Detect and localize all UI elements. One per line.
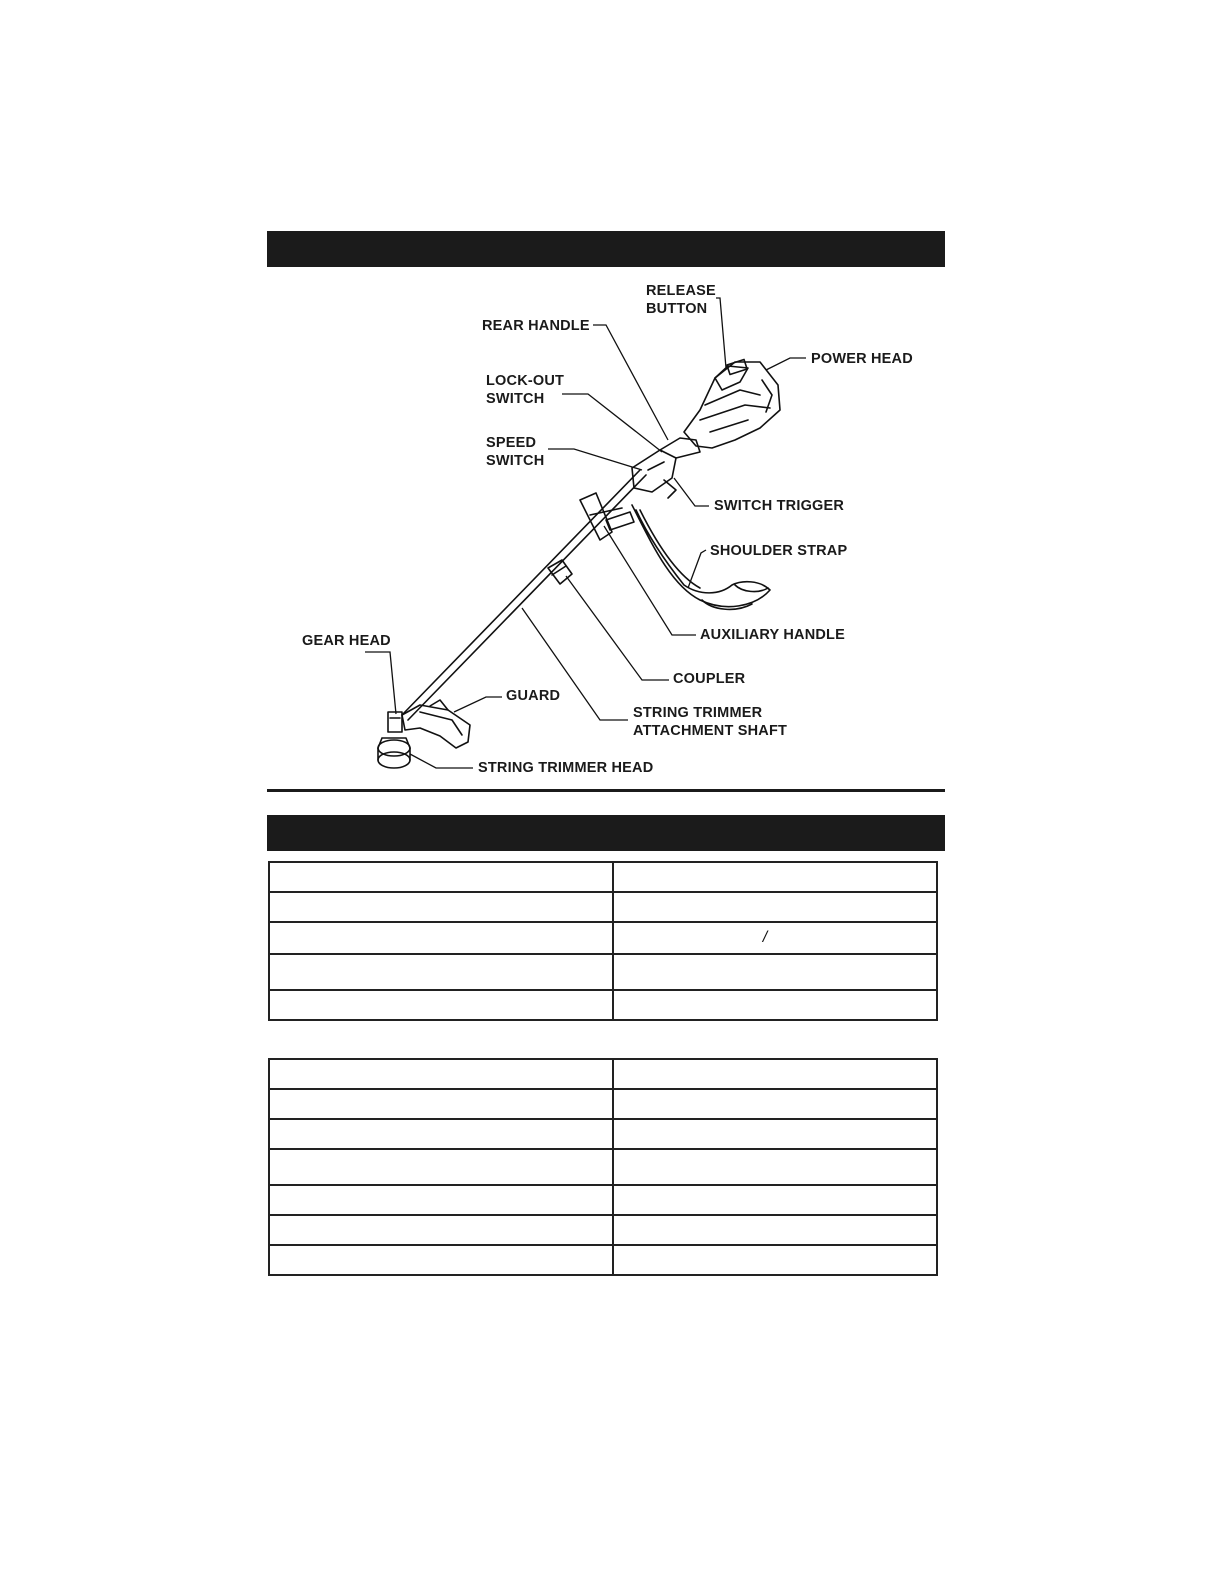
spec-value-cell — [613, 1119, 937, 1149]
spec-label-cell — [269, 1059, 613, 1089]
attachment-shaft — [402, 470, 646, 720]
leader-rear-handle — [593, 325, 668, 440]
spec-label-cell — [269, 862, 613, 892]
table-row — [269, 892, 937, 922]
spec-label-cell — [269, 1245, 613, 1275]
table-row — [269, 862, 937, 892]
leader-release-button — [716, 298, 726, 368]
leader-gear-head — [365, 652, 396, 714]
spec-value-cell — [613, 1245, 937, 1275]
table-row — [269, 954, 937, 990]
spec-value-cell: / — [613, 922, 937, 954]
leader-speed — [548, 449, 642, 470]
spec-label-cell — [269, 892, 613, 922]
section-header-bar — [267, 815, 945, 851]
leader-coupler — [566, 576, 669, 680]
label-auxiliary-handle: AUXILIARY HANDLE — [700, 627, 845, 643]
spec-value-cell — [613, 1059, 937, 1089]
leader-trimmer-head — [410, 754, 473, 768]
leader-switch-trigger — [674, 478, 709, 506]
label-rear-handle: REAR HANDLE — [482, 318, 590, 334]
spec-value-cell — [613, 954, 937, 990]
label-switch-trigger: SWITCH TRIGGER — [714, 498, 845, 514]
specifications-table-2 — [268, 1058, 938, 1276]
spec-label-cell — [269, 1119, 613, 1149]
spec-value-cell — [613, 1185, 937, 1215]
spec-label-cell — [269, 1089, 613, 1119]
leader-lock-out — [562, 394, 662, 452]
auxiliary-handle-drawing — [580, 493, 634, 540]
rear-handle-drawing — [632, 438, 700, 498]
label-attachment-shaft: STRING TRIMMER ATTACHMENT SHAFT — [633, 705, 788, 739]
label-guard: GUARD — [506, 688, 561, 704]
table-row — [269, 1089, 937, 1119]
table-row — [269, 1245, 937, 1275]
table-row — [269, 1059, 937, 1089]
label-gear-head: GEAR HEAD — [302, 633, 391, 649]
label-string-trimmer-head: STRING TRIMMER HEAD — [478, 760, 654, 776]
trimmer-head-drawing — [378, 738, 410, 768]
leader-guard — [454, 697, 502, 712]
power-head-drawing — [684, 359, 780, 448]
section-divider — [267, 789, 945, 792]
spec-value-cell — [613, 1089, 937, 1119]
spec-label-cell — [269, 990, 613, 1020]
leader-power-head — [766, 358, 806, 370]
spec-value-cell — [613, 892, 937, 922]
table-row — [269, 1119, 937, 1149]
specifications-table-1 — [268, 861, 938, 1021]
label-speed-switch: SPEED SWITCH — [486, 435, 545, 469]
leader-shoulder-strap — [688, 550, 706, 588]
label-shoulder-strap: SHOULDER STRAP — [710, 543, 848, 559]
spec-label-cell — [269, 1185, 613, 1215]
label-lock-out-switch: LOCK-OUT SWITCH — [486, 373, 565, 407]
table-row — [269, 990, 937, 1020]
spec-label-cell — [269, 1149, 613, 1185]
spec-label-cell — [269, 954, 613, 990]
table-row — [269, 922, 937, 954]
leader-auxiliary-handle — [604, 526, 696, 635]
label-power-head: POWER HEAD — [811, 351, 913, 367]
spec-value-cell — [613, 862, 937, 892]
spec-value-cell — [613, 1215, 937, 1245]
spec-label-cell — [269, 1215, 613, 1245]
spec-value-cell — [613, 1149, 937, 1185]
table-row — [269, 1215, 937, 1245]
table-row — [269, 1149, 937, 1185]
gear-head-drawing — [388, 712, 402, 732]
table-row — [269, 1185, 937, 1215]
label-release-button: RELEASE BUTTON — [646, 283, 716, 317]
spec-value-cell — [613, 990, 937, 1020]
label-coupler: COUPLER — [673, 671, 746, 687]
spec-label-cell — [269, 922, 613, 954]
guard-drawing — [402, 700, 470, 748]
